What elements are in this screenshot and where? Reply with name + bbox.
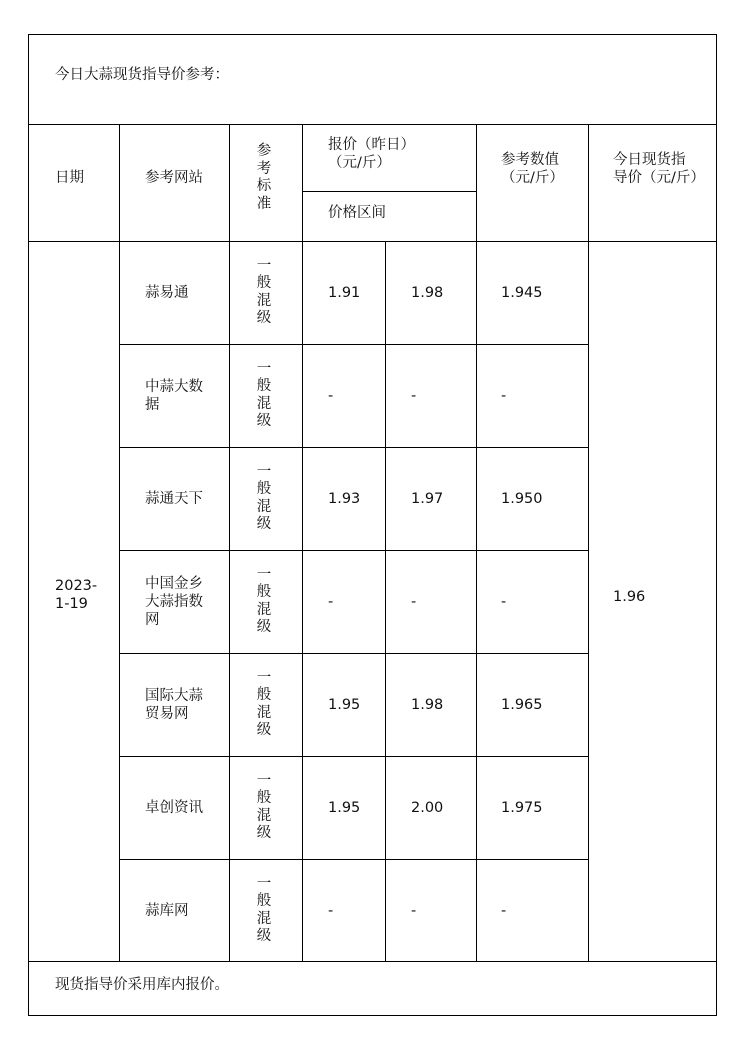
price-high: 2.00 (411, 799, 444, 816)
ref-value: - (501, 593, 507, 610)
site-name: 蒜易通 (145, 284, 189, 301)
row-divider (119, 344, 588, 345)
standard-label: 一般混级 (256, 772, 272, 841)
site-name: 中蒜大数据 (145, 378, 203, 413)
price-low: - (328, 387, 334, 404)
divider (476, 124, 477, 961)
row-divider (119, 859, 588, 860)
price-low: 1.95 (328, 696, 361, 713)
price-table (28, 34, 717, 1016)
row-divider (119, 550, 588, 551)
table-title: 今日大蒜现货指导价参考： (55, 67, 229, 83)
ref-value: 1.950 (501, 490, 543, 507)
price-high: 1.97 (411, 490, 444, 507)
divider (385, 241, 386, 961)
divider (302, 124, 303, 961)
divider (119, 124, 120, 961)
divider (29, 961, 717, 962)
ref-value: - (501, 387, 507, 404)
price-low: 1.93 (328, 490, 361, 507)
ref-value: 1.965 (501, 696, 543, 713)
ref-value: 1.975 (501, 799, 543, 816)
price-high: 1.98 (411, 284, 444, 301)
price-low: - (328, 902, 334, 919)
price-low: - (328, 593, 334, 610)
site-name: 卓创资讯 (145, 799, 203, 816)
today-price-cell: 1.96 (613, 589, 646, 605)
header-range: 价格区间 (328, 205, 386, 221)
header-quote-line1: 报价（昨日） (328, 137, 415, 153)
row-divider (119, 756, 588, 757)
site-name: 中国金乡大蒜指数网 (145, 575, 203, 628)
standard-label: 一般混级 (256, 566, 272, 635)
standard-label: 一般混级 (256, 360, 272, 429)
header-ref-value: 参考数值（元/斤） (501, 152, 564, 186)
standard-label: 一般混级 (256, 257, 272, 326)
ref-value: 1.945 (501, 284, 543, 301)
ref-value: - (501, 902, 507, 919)
price-high: - (411, 593, 417, 610)
header-today-price: 今日现货指导价（元/斤） (613, 152, 705, 186)
date-cell: 2023-1-19 (55, 578, 98, 612)
price-low: 1.95 (328, 799, 361, 816)
header-site: 参考网站 (145, 170, 203, 186)
site-name: 蒜库网 (145, 902, 189, 919)
divider (29, 124, 717, 125)
divider (29, 241, 717, 242)
price-high: - (411, 902, 417, 919)
site-name: 蒜通天下 (145, 490, 203, 507)
price-low: 1.91 (328, 284, 361, 301)
footer-note: 现货指导价采用库内报价。 (55, 977, 229, 993)
header-quote (328, 136, 468, 172)
divider (229, 124, 230, 961)
row-divider (119, 447, 588, 448)
divider (588, 124, 589, 961)
header-date: 日期 (55, 170, 84, 186)
row-divider (119, 653, 588, 654)
standard-label: 一般混级 (256, 875, 272, 944)
header-standard: 参考标准 (256, 143, 272, 212)
price-high: - (411, 387, 417, 404)
standard-label: 一般混级 (256, 669, 272, 738)
price-high: 1.98 (411, 696, 444, 713)
standard-label: 一般混级 (256, 463, 272, 532)
site-name: 国际大蒜贸易网 (145, 687, 203, 722)
header-quote-line2: （元/斤） (328, 155, 391, 171)
divider (302, 191, 476, 192)
